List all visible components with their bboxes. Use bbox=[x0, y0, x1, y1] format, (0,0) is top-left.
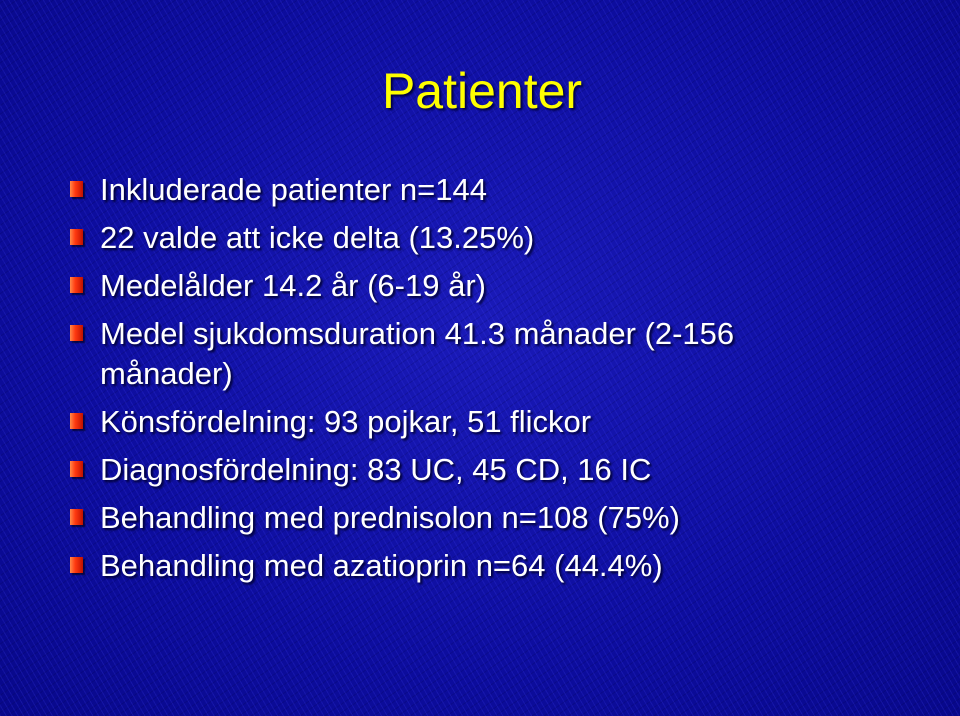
slide-title bbox=[0, 58, 960, 124]
square-bullet-icon bbox=[70, 229, 83, 245]
bullet-text: 22 valde att icke delta (13.25%) bbox=[100, 220, 535, 255]
bullet-text: Diagnosfördelning: 83 UC, 45 CD, 16 IC bbox=[100, 452, 652, 487]
bullet-item bbox=[68, 450, 928, 490]
square-bullet-icon bbox=[70, 181, 83, 197]
bullet-item bbox=[68, 170, 928, 210]
square-bullet-icon bbox=[70, 557, 83, 573]
square-bullet-icon bbox=[70, 413, 83, 429]
bullet-item bbox=[68, 402, 928, 442]
bullet-item bbox=[68, 266, 928, 306]
bullet-text: Behandling med prednisolon n=108 (75%) bbox=[100, 500, 680, 535]
bullet-text: Inkluderade patienter n=144 bbox=[100, 172, 487, 207]
bullet-item bbox=[68, 218, 928, 258]
bullet-item bbox=[68, 546, 928, 586]
bullet-text: Behandling med azatioprin n=64 (44.4%) bbox=[100, 548, 663, 583]
square-bullet-icon bbox=[70, 461, 83, 477]
square-bullet-icon bbox=[70, 509, 83, 525]
slide-title-text: Patienter bbox=[381, 63, 583, 119]
square-bullet-icon bbox=[70, 325, 83, 341]
bullet-item bbox=[68, 314, 790, 394]
bullet-text: Medelålder 14.2 år (6-19 år) bbox=[100, 268, 486, 303]
bullet-item bbox=[68, 498, 928, 538]
bullet-text: Könsfördelning: 93 pojkar, 51 flickor bbox=[100, 404, 592, 439]
square-bullet-icon bbox=[70, 277, 83, 293]
bullet-list bbox=[68, 170, 928, 594]
bullet-text: Medel sjukdomsduration 41.3 månader (2-156 månader) bbox=[100, 316, 735, 391]
